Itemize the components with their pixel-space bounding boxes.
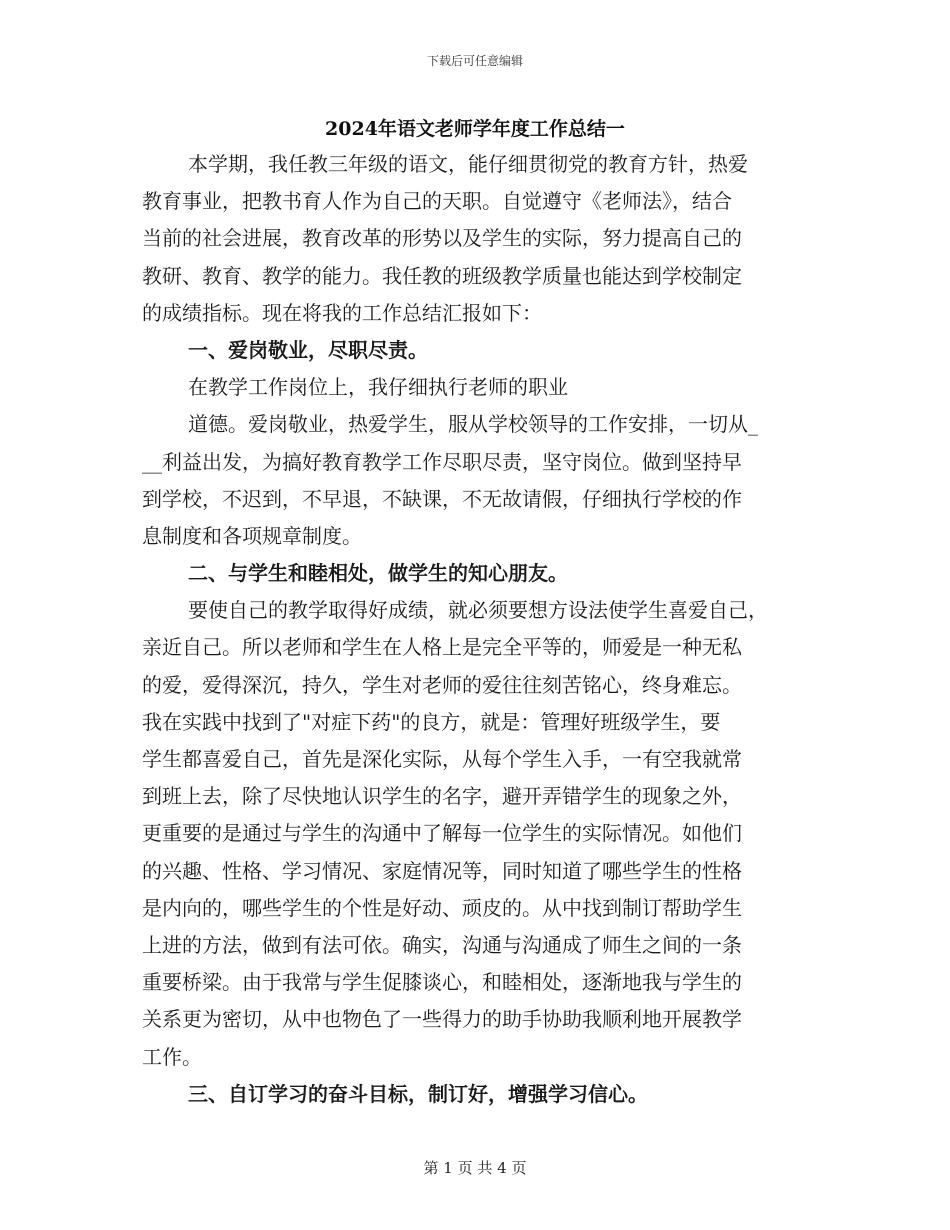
paragraph-line: __利益出发，为搞好教育教学工作尽职尽责，坚守岗位。做到坚持早	[142, 449, 742, 474]
paragraph-line: 在教学工作岗位上，我仔细执行老师的职业	[188, 375, 568, 400]
page-header: 下载后可任意编辑	[426, 54, 523, 68]
page-footer: 第 1 页 共 4 页	[423, 1159, 527, 1177]
paragraph-line: 教研、教育、教学的能力。我任教的班级教学质量也能达到学校制定	[142, 263, 742, 288]
paragraph-line: 本学期，我任教三年级的语文，能仔细贯彻党的教育方针，热爱	[188, 152, 748, 176]
section-heading: 一、爱岗敬业，尽职尽责。	[188, 337, 428, 362]
paragraph-line: 关系更为密切，从中也物色了一些得力的助手协助我顺利地开展教学	[142, 1007, 742, 1032]
paragraph-line: 当前的社会进展，教育改革的形势以及学生的实际，努力提高自己的	[142, 226, 742, 251]
paragraph-line: 的成绩指标。现在将我的工作总结汇报如下：	[142, 300, 542, 325]
paragraph-line: 教育事业，把教书育人作为自己的天职。自觉遵守《老师法》，结合	[142, 189, 732, 214]
paragraph-line: 我在实践中找到了"对症下药"的良方，就是：管理好班级学生，要	[142, 709, 721, 734]
paragraph-line: 是内向的，哪些学生的个性是好动、顽皮的。从中找到制订帮助学生	[142, 895, 742, 920]
section-heading: 三、自订学习的奋斗目标，制订好，增强学习信心。	[188, 1081, 648, 1106]
paragraph-line: 重要桥梁。由于我常与学生促膝谈心，和睦相处，逐渐地我与学生的	[142, 970, 742, 995]
paragraph-line: 道德。爱岗敬业，热爱学生，服从学校领导的工作安排，一切从_	[188, 412, 758, 437]
paragraph-line: 的爱，爱得深沉，持久，学生对老师的爱往往刻苦铭心，终身难忘。	[142, 672, 742, 697]
paragraph-line: 亲近自己。所以老师和学生在人格上是完全平等的，师爱是一种无私	[142, 635, 742, 660]
page-title: 2024年语文老师学年度工作总结一	[325, 118, 625, 140]
paragraph-line: 更重要的是通过与学生的沟通中了解每一位学生的实际情况。如他们	[142, 821, 742, 846]
paragraph-line: 学生都喜爱自己，首先是深化实际，从每个学生入手，一有空我就常	[142, 747, 742, 771]
paragraph-line: 到班上去，除了尽快地认识学生的名字，避开弄错学生的现象之外，	[142, 784, 742, 809]
paragraph-line: 到学校，不迟到，不早退，不缺课，不无故请假，仔细执行学校的作	[142, 486, 742, 511]
paragraph-line: 工作。	[142, 1044, 202, 1069]
document-body	[142, 146, 812, 1113]
paragraph-line: 的兴趣、性格、学习情况、家庭情况等，同时知道了哪些学生的性格	[142, 858, 742, 883]
paragraph-line: 要使自己的教学取得好成绩，就必须要想方设法使学生喜爱自己，	[188, 598, 768, 623]
paragraph-line: 息制度和各项规章制度。	[142, 523, 362, 548]
paragraph-line: 上进的方法，做到有法可依。确实，沟通与沟通成了师生之间的一条	[142, 932, 742, 957]
section-heading: 二、与学生和睦相处，做学生的知心朋友。	[188, 561, 568, 586]
